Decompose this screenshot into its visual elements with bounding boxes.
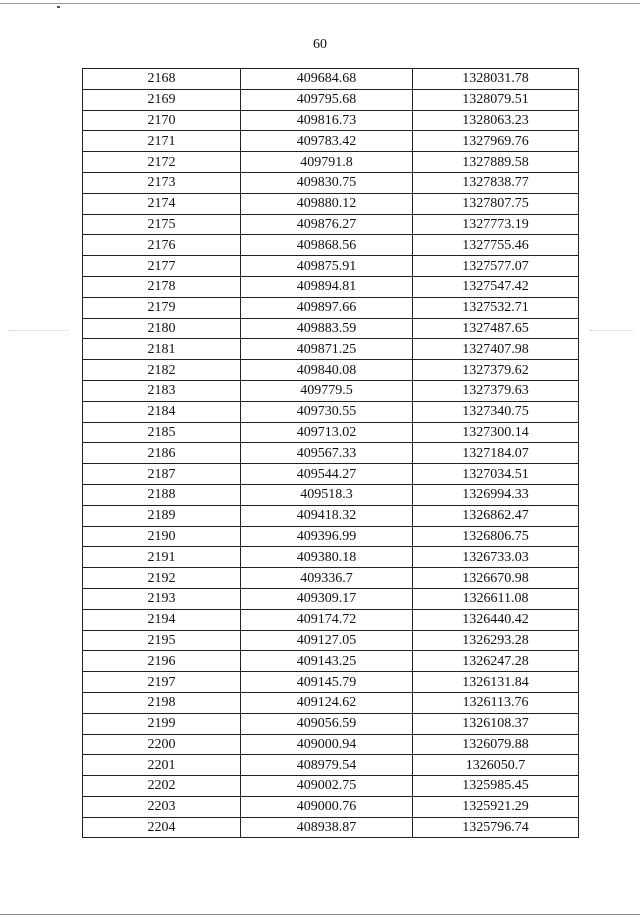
y-coordinate-cell: 1327300.14	[413, 422, 579, 443]
y-coordinate-cell: 1326293.28	[413, 630, 579, 651]
table-row	[83, 588, 579, 609]
y-coordinate-cell: 1327407.98	[413, 339, 579, 360]
table-row	[83, 318, 579, 339]
point-number-cell: 2184	[83, 401, 241, 422]
table-row	[83, 214, 579, 235]
x-coordinate-cell: 408938.87	[241, 817, 413, 838]
x-coordinate-cell: 409876.27	[241, 214, 413, 235]
point-number-cell: 2175	[83, 214, 241, 235]
y-coordinate-cell: 1325921.29	[413, 796, 579, 817]
table-row	[83, 505, 579, 526]
x-coordinate-cell: 409871.25	[241, 339, 413, 360]
point-number-cell: 2191	[83, 547, 241, 568]
scan-top-edge	[0, 3, 640, 4]
x-coordinate-cell: 409418.32	[241, 505, 413, 526]
coordinates-table	[82, 68, 579, 838]
x-coordinate-cell: 409143.25	[241, 651, 413, 672]
table-row	[83, 110, 579, 131]
point-number-cell: 2203	[83, 796, 241, 817]
y-coordinate-cell: 1326862.47	[413, 505, 579, 526]
y-coordinate-cell: 1326994.33	[413, 484, 579, 505]
table-row	[83, 401, 579, 422]
table-row	[83, 713, 579, 734]
point-number-cell: 2168	[83, 69, 241, 90]
point-number-cell: 2195	[83, 630, 241, 651]
table-row	[83, 89, 579, 110]
y-coordinate-cell: 1326079.88	[413, 734, 579, 755]
table-row	[83, 276, 579, 297]
coordinates-table-body	[83, 69, 579, 838]
x-coordinate-cell: 409880.12	[241, 193, 413, 214]
table-row	[83, 692, 579, 713]
y-coordinate-cell: 1327487.65	[413, 318, 579, 339]
point-number-cell: 2189	[83, 505, 241, 526]
x-coordinate-cell: 409883.59	[241, 318, 413, 339]
y-coordinate-cell: 1326440.42	[413, 609, 579, 630]
x-coordinate-cell: 409000.76	[241, 796, 413, 817]
x-coordinate-cell: 409783.42	[241, 131, 413, 152]
y-coordinate-cell: 1327379.62	[413, 360, 579, 381]
x-coordinate-cell: 409730.55	[241, 401, 413, 422]
point-number-cell: 2178	[83, 276, 241, 297]
x-coordinate-cell: 409830.75	[241, 172, 413, 193]
table-row	[83, 609, 579, 630]
x-coordinate-cell: 409309.17	[241, 588, 413, 609]
scan-noise-right	[590, 330, 634, 332]
point-number-cell: 2196	[83, 651, 241, 672]
point-number-cell: 2183	[83, 380, 241, 401]
table-row	[83, 131, 579, 152]
point-number-cell: 2172	[83, 152, 241, 173]
x-coordinate-cell: 409875.91	[241, 256, 413, 277]
table-row	[83, 734, 579, 755]
x-coordinate-cell: 409127.05	[241, 630, 413, 651]
table-row	[83, 464, 579, 485]
y-coordinate-cell: 1325796.74	[413, 817, 579, 838]
y-coordinate-cell: 1327773.19	[413, 214, 579, 235]
y-coordinate-cell: 1328063.23	[413, 110, 579, 131]
x-coordinate-cell: 409380.18	[241, 547, 413, 568]
scan-speck	[57, 6, 60, 8]
table-row	[83, 339, 579, 360]
y-coordinate-cell: 1327577.07	[413, 256, 579, 277]
y-coordinate-cell: 1327755.46	[413, 235, 579, 256]
y-coordinate-cell: 1328079.51	[413, 89, 579, 110]
table-row	[83, 360, 579, 381]
point-number-cell: 2197	[83, 672, 241, 693]
x-coordinate-cell: 409816.73	[241, 110, 413, 131]
y-coordinate-cell: 1326247.28	[413, 651, 579, 672]
x-coordinate-cell: 409056.59	[241, 713, 413, 734]
table-row	[83, 547, 579, 568]
x-coordinate-cell: 409336.7	[241, 568, 413, 589]
table-row	[83, 568, 579, 589]
point-number-cell: 2192	[83, 568, 241, 589]
table-row	[83, 297, 579, 318]
point-number-cell: 2181	[83, 339, 241, 360]
x-coordinate-cell: 409002.75	[241, 776, 413, 797]
point-number-cell: 2187	[83, 464, 241, 485]
y-coordinate-cell: 1326733.03	[413, 547, 579, 568]
point-number-cell: 2204	[83, 817, 241, 838]
table-row	[83, 172, 579, 193]
y-coordinate-cell: 1327184.07	[413, 443, 579, 464]
x-coordinate-cell: 409567.33	[241, 443, 413, 464]
table-row	[83, 422, 579, 443]
table-row	[83, 193, 579, 214]
table-row	[83, 484, 579, 505]
y-coordinate-cell: 1326611.08	[413, 588, 579, 609]
point-number-cell: 2182	[83, 360, 241, 381]
x-coordinate-cell: 409795.68	[241, 89, 413, 110]
y-coordinate-cell: 1325985.45	[413, 776, 579, 797]
x-coordinate-cell: 408979.54	[241, 755, 413, 776]
point-number-cell: 2179	[83, 297, 241, 318]
y-coordinate-cell: 1326113.76	[413, 692, 579, 713]
x-coordinate-cell: 409840.08	[241, 360, 413, 381]
y-coordinate-cell: 1327547.42	[413, 276, 579, 297]
point-number-cell: 2176	[83, 235, 241, 256]
y-coordinate-cell: 1326050.7	[413, 755, 579, 776]
point-number-cell: 2185	[83, 422, 241, 443]
y-coordinate-cell: 1328031.78	[413, 69, 579, 90]
y-coordinate-cell: 1327807.75	[413, 193, 579, 214]
x-coordinate-cell: 409124.62	[241, 692, 413, 713]
table-row	[83, 776, 579, 797]
table-row	[83, 152, 579, 173]
table-row	[83, 651, 579, 672]
point-number-cell: 2173	[83, 172, 241, 193]
table-row	[83, 256, 579, 277]
scan-bottom-edge	[0, 914, 640, 915]
point-number-cell: 2174	[83, 193, 241, 214]
y-coordinate-cell: 1326108.37	[413, 713, 579, 734]
table-row	[83, 796, 579, 817]
x-coordinate-cell: 409791.8	[241, 152, 413, 173]
point-number-cell: 2193	[83, 588, 241, 609]
x-coordinate-cell: 409544.27	[241, 464, 413, 485]
point-number-cell: 2177	[83, 256, 241, 277]
table-row	[83, 630, 579, 651]
y-coordinate-cell: 1327379.63	[413, 380, 579, 401]
y-coordinate-cell: 1327532.71	[413, 297, 579, 318]
point-number-cell: 2171	[83, 131, 241, 152]
point-number-cell: 2190	[83, 526, 241, 547]
table-row	[83, 235, 579, 256]
scan-noise-left	[8, 330, 68, 332]
x-coordinate-cell: 409174.72	[241, 609, 413, 630]
x-coordinate-cell: 409779.5	[241, 380, 413, 401]
table-row	[83, 69, 579, 90]
x-coordinate-cell: 409868.56	[241, 235, 413, 256]
y-coordinate-cell: 1326806.75	[413, 526, 579, 547]
x-coordinate-cell: 409897.66	[241, 297, 413, 318]
y-coordinate-cell: 1326670.98	[413, 568, 579, 589]
x-coordinate-cell: 409145.79	[241, 672, 413, 693]
x-coordinate-cell: 409396.99	[241, 526, 413, 547]
y-coordinate-cell: 1327838.77	[413, 172, 579, 193]
x-coordinate-cell: 409894.81	[241, 276, 413, 297]
point-number-cell: 2194	[83, 609, 241, 630]
point-number-cell: 2188	[83, 484, 241, 505]
y-coordinate-cell: 1327889.58	[413, 152, 579, 173]
point-number-cell: 2186	[83, 443, 241, 464]
table-row	[83, 443, 579, 464]
y-coordinate-cell: 1327034.51	[413, 464, 579, 485]
table-row	[83, 817, 579, 838]
point-number-cell: 2180	[83, 318, 241, 339]
y-coordinate-cell: 1326131.84	[413, 672, 579, 693]
table-row	[83, 672, 579, 693]
table-row	[83, 755, 579, 776]
x-coordinate-cell: 409000.94	[241, 734, 413, 755]
point-number-cell: 2169	[83, 89, 241, 110]
point-number-cell: 2198	[83, 692, 241, 713]
point-number-cell: 2200	[83, 734, 241, 755]
point-number-cell: 2170	[83, 110, 241, 131]
table-row	[83, 380, 579, 401]
x-coordinate-cell: 409713.02	[241, 422, 413, 443]
x-coordinate-cell: 409518.3	[241, 484, 413, 505]
page-number: 60	[313, 37, 327, 52]
y-coordinate-cell: 1327340.75	[413, 401, 579, 422]
table-row	[83, 526, 579, 547]
point-number-cell: 2201	[83, 755, 241, 776]
y-coordinate-cell: 1327969.76	[413, 131, 579, 152]
x-coordinate-cell: 409684.68	[241, 69, 413, 90]
point-number-cell: 2199	[83, 713, 241, 734]
point-number-cell: 2202	[83, 776, 241, 797]
